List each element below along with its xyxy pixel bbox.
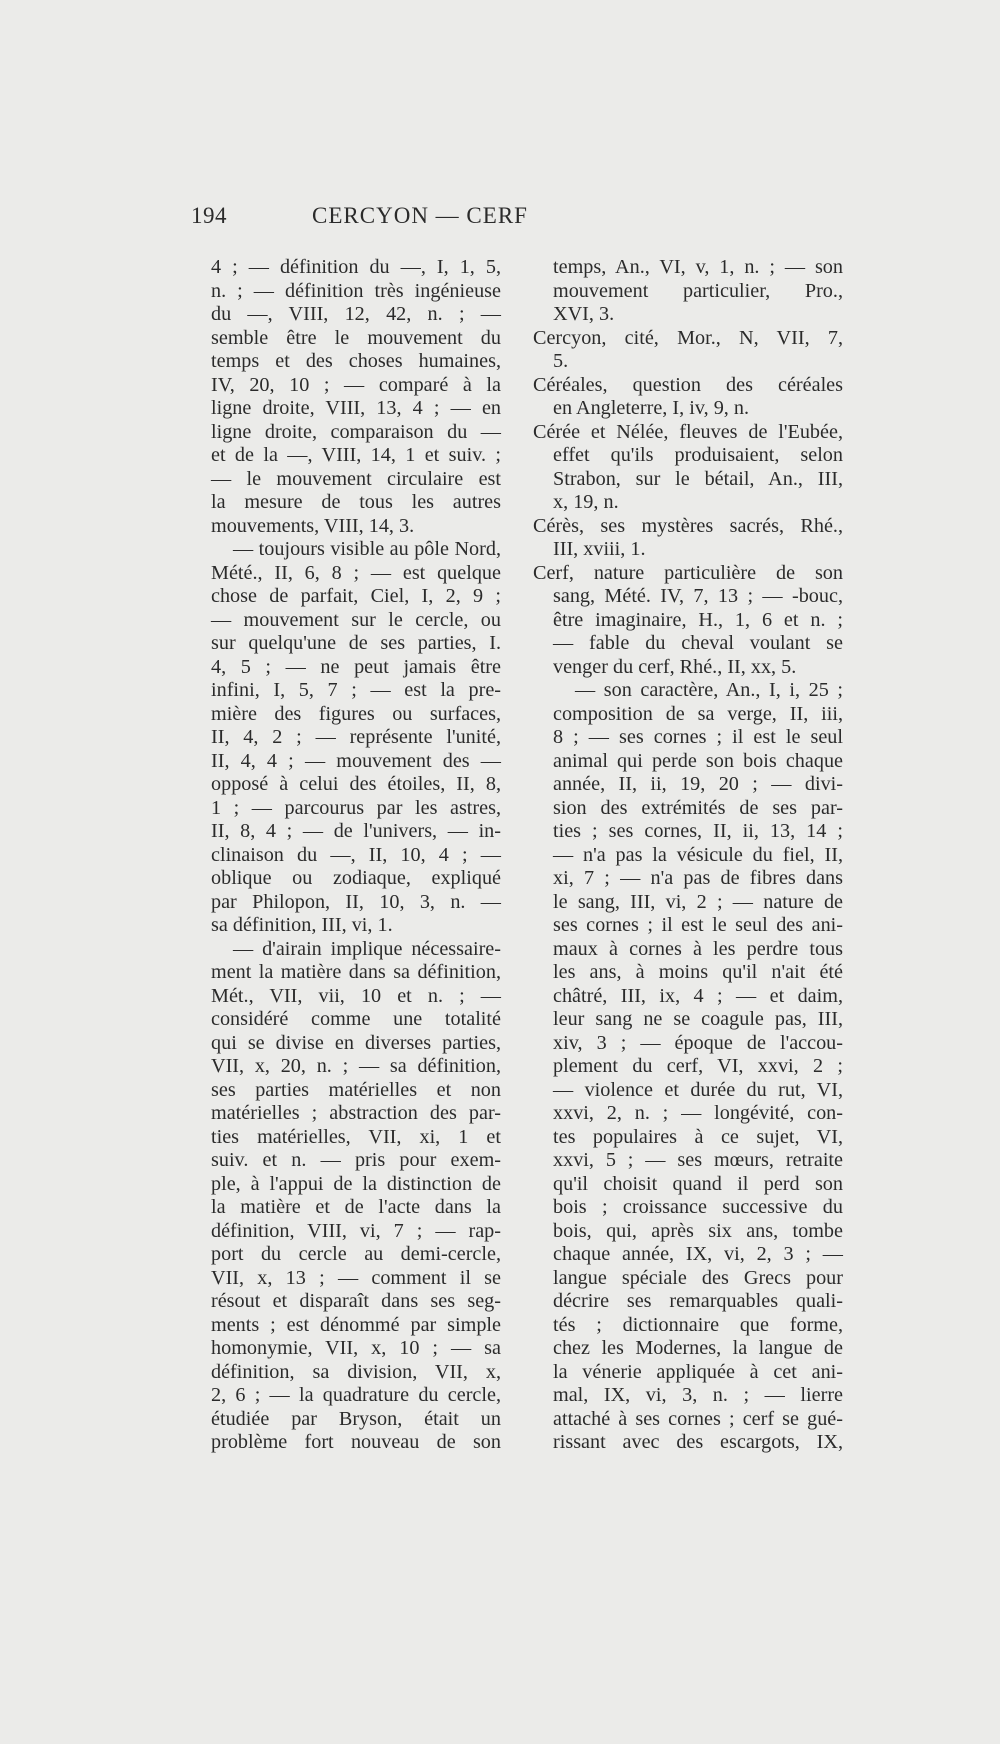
index-line: temps et des choses humaines,: [211, 350, 501, 372]
index-line: 2, 6 ; — la quadrature du cercle,: [211, 1384, 501, 1406]
index-line: mouvement particulier, Pro.,: [553, 279, 843, 302]
index-line: maux à cornes à les perdre tous: [553, 937, 843, 960]
index-line: Mété., II, 6, 8 ; — est quelque: [211, 561, 501, 584]
index-line: et de la —, VIII, 14, 1 et suiv. ;: [211, 444, 501, 466]
index-line: bois, qui, après six ans, tombe: [553, 1219, 843, 1242]
index-line: VII, x, 20, n. ; — sa définition,: [211, 1055, 501, 1077]
index-column-right: [533, 256, 843, 1455]
index-line: chose de parfait, Ciel, I, 2, 9 ;: [211, 585, 501, 607]
index-line: qui se divise en diverses parties,: [211, 1031, 501, 1054]
index-line: IV, 20, 10 ; — comparé à la: [211, 373, 501, 396]
index-column-left: [211, 256, 501, 1455]
index-line: Céréales, question des céréales: [533, 373, 843, 396]
index-line: ties ; ses cornes, II, ii, 13, 14 ;: [553, 820, 843, 842]
index-line: en Angleterre, I, iv, 9, n.: [553, 397, 750, 419]
index-line: animal qui perde son bois chaque: [553, 749, 843, 772]
index-line: châtré, III, ix, 4 ; — et daim,: [553, 984, 843, 1007]
index-line: xiv, 3 ; — époque de l'accou-: [553, 1031, 843, 1054]
index-line: — n'a pas la vésicule du fiel, II,: [553, 843, 843, 866]
index-line: sang, Mété. IV, 7, 13 ; — -bouc,: [553, 585, 843, 607]
index-line: II, 8, 4 ; — de l'univers, — in-: [211, 820, 501, 842]
index-line: la matière et de l'acte dans la: [211, 1196, 501, 1218]
index-line: port du cercle au demi-cercle,: [211, 1243, 501, 1265]
index-line: ments ; est dénommé par simple: [211, 1313, 501, 1336]
index-line: ple, à l'appui de la distinction de: [211, 1172, 501, 1195]
index-line: langue spéciale des Grecs pour: [553, 1266, 843, 1289]
index-line: chaque année, IX, vi, 2, 3 ; —: [553, 1243, 843, 1265]
index-line: Cérée et Nélée, fleuves de l'Eubée,: [533, 420, 843, 443]
index-line: ligne droite, VIII, 13, 4 ; — en: [211, 397, 501, 419]
index-line: 8 ; — ses cornes ; il est le seul: [553, 726, 843, 748]
index-line: tés ; dictionnaire que forme,: [553, 1313, 843, 1336]
index-line: xi, 7 ; — n'a pas de fibres dans: [553, 867, 843, 889]
index-line: sur quelqu'une de ses parties, I.: [211, 632, 501, 654]
index-line: mouvements, VIII, 14, 3.: [211, 514, 415, 537]
index-line: plement du cerf, VI, xxvi, 2 ;: [553, 1055, 843, 1077]
index-line: XVI, 3.: [553, 303, 615, 325]
index-line: x, 19, n.: [553, 491, 619, 513]
index-line: ses cornes ; il est le seul des ani-: [553, 914, 843, 936]
index-line: les ans, à moins qu'il n'ait été: [553, 961, 843, 983]
index-line: II, 4, 2 ; — représente l'unité,: [211, 726, 501, 748]
index-line: ment la matière dans sa définition,: [211, 961, 501, 983]
index-line: temps, An., VI, v, 1, n. ; — son: [553, 256, 843, 278]
index-line: xxvi, 2, n. ; — longévité, con-: [553, 1102, 843, 1124]
index-line: 4 ; — définition du —, I, 1, 5,: [211, 256, 501, 278]
index-line: définition, VIII, vi, 7 ; — rap-: [211, 1219, 501, 1242]
index-line: infini, I, 5, 7 ; — est la pre-: [211, 679, 501, 701]
index-line: xxvi, 5 ; — ses mœurs, retraite: [553, 1149, 843, 1171]
index-line: attaché à ses cornes ; cerf se gué-: [553, 1407, 843, 1430]
index-line: 4, 5 ; — ne peut jamais être: [211, 655, 501, 678]
page-header: [191, 203, 649, 239]
index-line: — mouvement sur le cercle, ou: [211, 608, 501, 631]
index-line: définition, sa division, VII, x,: [211, 1360, 501, 1383]
index-line: mière des figures ou surfaces,: [211, 702, 501, 725]
index-line: III, xviii, 1.: [553, 538, 646, 560]
index-line: Cercyon, cité, Mor., N, VII, 7,: [533, 326, 843, 349]
index-line: ligne droite, comparaison du —: [211, 420, 501, 443]
index-line: — toujours visible au pôle Nord,: [233, 538, 501, 560]
index-line: rissant avec des escargots, IX,: [553, 1431, 843, 1453]
index-line: le sang, III, vi, 2 ; — nature de: [553, 890, 843, 913]
index-line: Strabon, sur le bétail, An., III,: [553, 467, 843, 490]
index-line: étudiée par Bryson, était un: [211, 1407, 501, 1430]
index-line: — son caractère, An., I, i, 25 ;: [575, 679, 843, 701]
index-line: suiv. et n. — pris pour exem-: [211, 1149, 501, 1171]
index-line: oblique ou zodiaque, expliqué: [211, 867, 501, 889]
index-line: — d'airain implique nécessaire-: [233, 937, 501, 960]
index-line: la mesure de tous les autres: [211, 491, 501, 513]
index-line: Mét., VII, vii, 10 et n. ; —: [211, 984, 501, 1007]
index-line: année, II, ii, 19, 20 ; — divi-: [553, 773, 843, 795]
page-number: 194: [191, 203, 227, 228]
index-line: homonymie, VII, x, 10 ; — sa: [211, 1337, 501, 1359]
index-line: composition de sa verge, II, iii,: [553, 702, 843, 725]
index-line: Cerf, nature particulière de son: [533, 561, 843, 584]
index-line: qu'il choisit quand il perd son: [553, 1172, 843, 1195]
index-line: effet qu'ils produisaient, selon: [553, 444, 843, 466]
index-line: venger du cerf, Rhé., II, xx, 5.: [553, 655, 797, 678]
index-line: tes populaires à ce sujet, VI,: [553, 1125, 843, 1148]
index-line: du —, VIII, 12, 42, n. ; —: [211, 303, 501, 325]
index-line: 5.: [553, 350, 569, 372]
index-line: décrire ses remarquables quali-: [553, 1290, 843, 1312]
index-line: bois ; croissance successive du: [553, 1196, 843, 1218]
index-line: Cérès, ses mystères sacrés, Rhé.,: [533, 514, 843, 537]
index-line: II, 4, 4 ; — mouvement des —: [211, 749, 501, 772]
index-line: 1 ; — parcourus par les astres,: [211, 796, 501, 819]
index-line: ses parties matérielles et non: [211, 1078, 501, 1101]
index-line: la vénerie appliquée à cet ani-: [553, 1360, 843, 1383]
index-line: — violence et durée du rut, VI,: [553, 1078, 843, 1101]
index-line: VII, x, 13 ; — comment il se: [211, 1266, 501, 1289]
index-line: être imaginaire, H., 1, 6 et n. ;: [553, 608, 843, 631]
index-line: leur sang ne se coagule pas, III,: [553, 1008, 843, 1030]
running-head: CERCYON — CERF: [312, 203, 528, 228]
index-line: par Philopon, II, 10, 3, n. —: [211, 890, 501, 913]
index-line: problème fort nouveau de son: [211, 1431, 501, 1453]
index-line: — fable du cheval voulant se: [553, 632, 843, 654]
index-line: ties matérielles, VII, xi, 1 et: [211, 1125, 501, 1148]
index-line: opposé à celui des étoiles, II, 8,: [211, 773, 501, 795]
index-line: matérielles ; abstraction des par-: [211, 1102, 501, 1124]
index-line: n. ; — définition très ingénieuse: [211, 279, 501, 302]
index-line: semble être le mouvement du: [211, 326, 501, 349]
index-line: chez les Modernes, la langue de: [553, 1337, 843, 1359]
index-line: mal, IX, vi, 3, n. ; — lierre: [553, 1384, 843, 1406]
index-line: considéré comme une totalité: [211, 1008, 501, 1030]
index-line: sion des extrémités de ses par-: [553, 796, 843, 819]
index-line: résout et disparaît dans ses seg-: [211, 1290, 501, 1312]
index-line: sa définition, III, vi, 1.: [211, 914, 393, 936]
index-line: — le mouvement circulaire est: [211, 467, 501, 490]
index-line: clinaison du —, II, 10, 4 ; —: [211, 843, 501, 866]
